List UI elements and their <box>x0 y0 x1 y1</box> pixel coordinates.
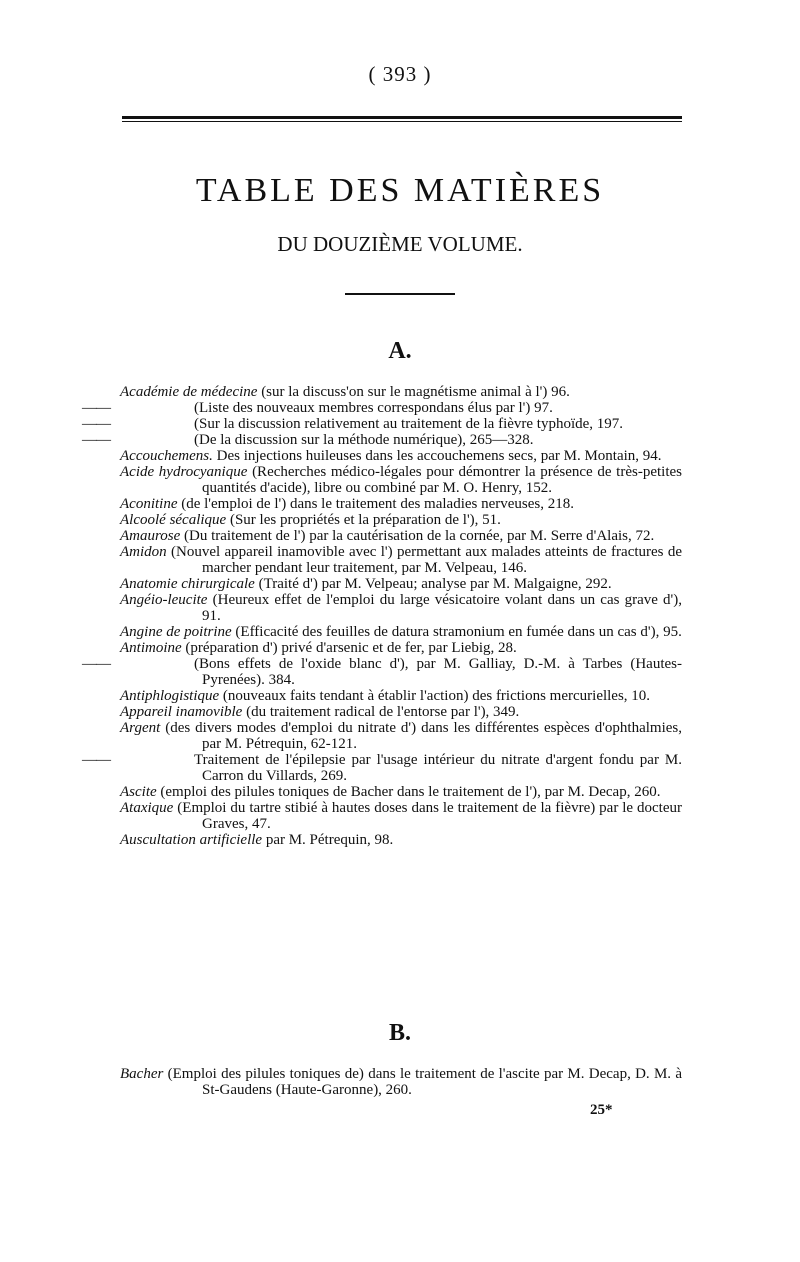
entry-heading: Académie de médecine <box>120 384 258 400</box>
entry-heading: Ascite <box>120 784 157 800</box>
entry-heading: Alcoolé sécalique <box>120 512 227 528</box>
index-entry <box>120 688 682 704</box>
entry-heading: Angéio-leucite <box>120 592 208 608</box>
entry-heading: Amaurose <box>120 528 181 544</box>
ditto-dash: —— <box>82 400 110 416</box>
ditto-dash: —— <box>82 432 110 448</box>
page-number: ( 393 ) <box>368 62 432 86</box>
entry-heading: Aconitine <box>120 496 178 512</box>
section-letter-b: B. <box>388 1020 411 1046</box>
section-letter-a: A. <box>388 338 412 364</box>
entry-text: (des divers modes d'emploi du nitrate d') dans les différentes espèces d'ophthalmies, par M. Pétrequin, 62-121. <box>165 720 682 752</box>
index-entry <box>82 416 682 432</box>
index-entry <box>120 784 682 800</box>
ditto-dash: —— <box>82 656 110 672</box>
entry-text: Des injections huileuses dans les accouchemens secs, par M. Montain, 94. <box>216 448 662 464</box>
page-subtitle: DU DOUZIÈME VOLUME. <box>277 232 523 256</box>
index-entry <box>120 544 682 576</box>
entry-text: (Recherches médico-légales pour démontrer la présence de très-petites quantités d'acide), libre ou combiné par M. O. Henry, 152. <box>202 464 682 496</box>
index-entry <box>120 704 682 720</box>
ditto-dash: —— <box>82 752 110 768</box>
entry-text: (Sur la discussion relativement au traitement de la fièvre typhoïde, 197. <box>194 416 624 432</box>
index-entry <box>120 512 682 528</box>
entry-text: (Emploi des pilules toniques de) dans le traitement de l'ascite par M. Decap, D. M. à St-Gaudens (Haute-Garonne), 260. <box>167 1066 683 1098</box>
entry-heading: Bacher <box>120 1066 164 1082</box>
entry-text: (Emploi du tartre stibié à hautes doses dans le traitement de la fièvre) par le docteur Graves, 47. <box>177 800 683 832</box>
index-entry <box>120 720 682 752</box>
index-entry <box>82 400 682 416</box>
entry-text: (sur la discuss'on sur le magnétisme animal à l') 96. <box>261 384 570 400</box>
title-divider-rule <box>345 293 455 295</box>
entry-text: (préparation d') privé d'arsenic et de fer, par Liebig, 28. <box>185 640 517 656</box>
entry-text: (Du traitement de l') par la cautérisation de la cornée, par M. Serre d'Alais, 72. <box>184 528 655 544</box>
ditto-dash: —— <box>82 416 110 432</box>
entry-text: (Sur les propriétés et la préparation de l'), 51. <box>229 512 501 528</box>
index-entry <box>120 800 682 832</box>
entry-text: (Liste des nouveaux membres correspondans élus par l') 97. <box>194 400 553 416</box>
entry-heading: Argent <box>120 720 161 736</box>
index-entry <box>120 832 682 848</box>
entry-list-b <box>120 1066 682 1098</box>
index-entry <box>120 592 682 624</box>
index-entry <box>120 528 682 544</box>
entry-heading: Antiphlogistique <box>120 688 220 704</box>
index-entry <box>120 624 682 640</box>
index-entry <box>82 752 682 784</box>
index-entry <box>120 576 682 592</box>
entry-text: (Bons effets de l'oxide blanc d'), par M. Galliay, D.-M. à Tarbes (Hautes-Pyrenées). 384. <box>194 656 682 688</box>
header-double-rule <box>122 116 682 122</box>
entry-heading: Anatomie chirurgicale <box>120 576 255 592</box>
index-entry <box>120 384 682 400</box>
entry-text: (Efficacité des feuilles de datura stramonium en fumée dans un cas d'), 95. <box>235 624 682 640</box>
index-entry <box>120 448 682 464</box>
entry-text: par M. Pétrequin, 98. <box>265 832 394 848</box>
index-entry <box>120 496 682 512</box>
entry-heading: Auscultation artificielle <box>120 832 263 848</box>
entry-text: (emploi des pilules toniques de Bacher dans le traitement de l'), par M. Decap, 260. <box>160 784 661 800</box>
entry-text: (de l'emploi de l') dans le traitement des maladies nerveuses, 218. <box>181 496 575 512</box>
entry-heading: Accouchemens. <box>120 448 213 464</box>
entry-heading: Appareil inamovible <box>120 704 243 720</box>
entry-text: (Traité d') par M. Velpeau; analyse par M. Malgaigne, 292. <box>258 576 612 592</box>
entry-text: Traitement de l'épilepsie par l'usage intérieur du nitrate d'argent fondu par M. Carron du Villards, 269. <box>194 752 682 784</box>
entry-heading: Amidon <box>120 544 167 560</box>
page-title: TABLE DES MATIÈRES <box>195 172 605 209</box>
signature-mark: 25* <box>590 1102 613 1118</box>
index-entry <box>82 656 682 688</box>
index-entry <box>82 432 682 448</box>
entry-text: (du traitement radical de l'entorse par l'), 349. <box>246 704 520 720</box>
entry-text: (Heureux effet de l'emploi du large vésicatoire volant dans un cas grave d'), 91. <box>202 592 682 624</box>
index-entry <box>120 1066 682 1098</box>
entry-text: (De la discussion sur la méthode numérique), 265—328. <box>194 432 534 448</box>
entry-heading: Antimoine <box>120 640 182 656</box>
entry-heading: Acide hydrocyanique <box>120 464 248 480</box>
entry-list-a <box>82 384 683 848</box>
entry-heading: Angine de poitrine <box>120 624 232 640</box>
index-entry <box>120 464 682 496</box>
entry-heading: Ataxique <box>120 800 174 816</box>
entry-text: (Nouvel appareil inamovible avec l') permettant aux malades atteints de fractures de marcher pendant leur traitement, par M. Velpeau, 146. <box>171 544 683 576</box>
entry-text: (nouveaux faits tendant à établir l'action) des frictions mercurielles, 10. <box>222 688 651 704</box>
index-entry <box>120 640 682 656</box>
